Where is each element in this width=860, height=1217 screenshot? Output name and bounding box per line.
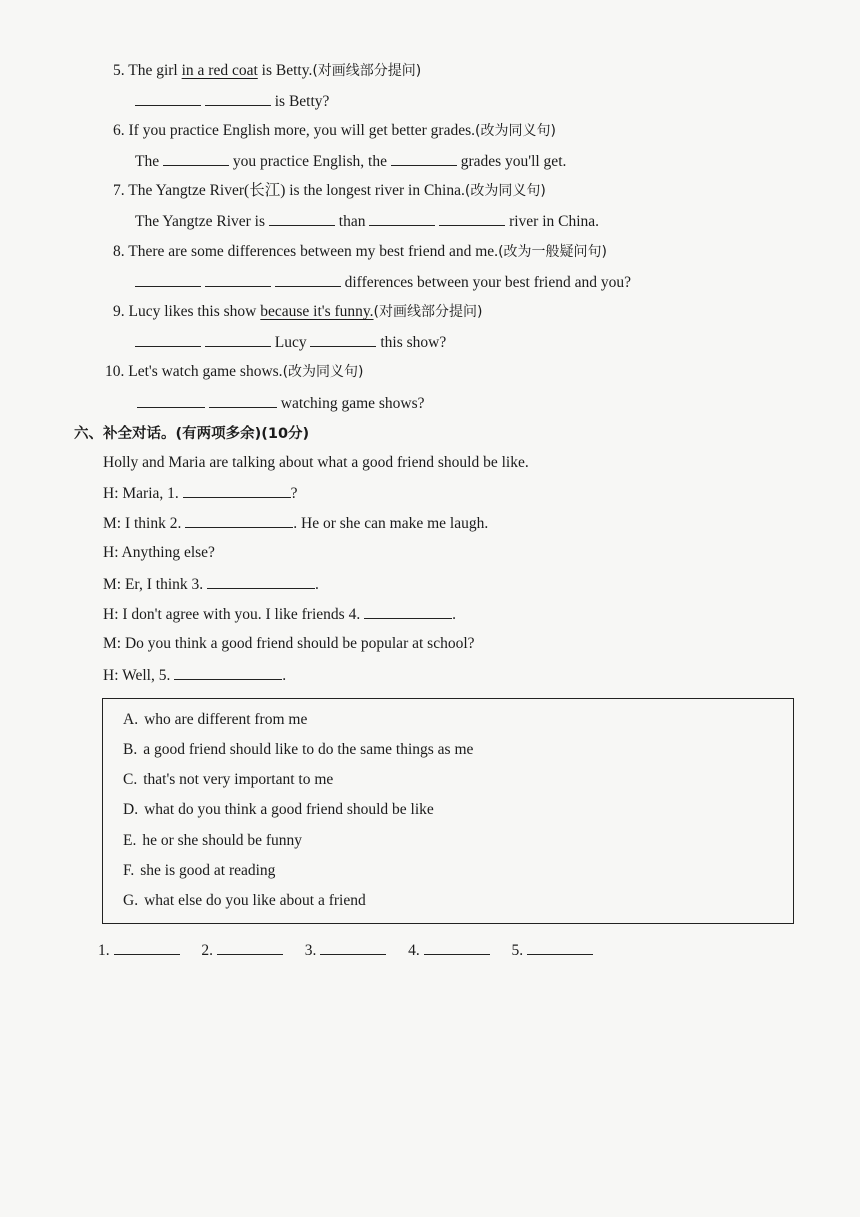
answer-blank[interactable] xyxy=(275,272,341,287)
option-a: A. who are different from me xyxy=(123,711,308,728)
option-d: D. what do you think a good friend should be like xyxy=(123,801,434,818)
answer-blank[interactable] xyxy=(209,393,277,408)
question-8: 8. There are some differences between my best friend and me.(改为一般疑问句) xyxy=(113,243,607,260)
answer-blank[interactable] xyxy=(137,393,205,408)
answer-blank[interactable] xyxy=(135,272,201,287)
instruction: (对画线部分提问) xyxy=(312,63,422,79)
answer-line-5: is Betty? xyxy=(135,91,329,112)
underlined-phrase: in a red coat xyxy=(181,62,258,79)
answer-blank[interactable] xyxy=(391,151,457,166)
dialogue-line-1: H: Maria, 1. ? xyxy=(103,485,298,502)
dialogue-line-7: H: Well, 5. . xyxy=(103,667,287,684)
dialogue-blank-1[interactable] xyxy=(183,483,291,498)
instruction: (改为同义句) xyxy=(282,364,364,380)
answer-line-9: Lucy this show? xyxy=(135,332,446,353)
answer-line-10: watching game shows? xyxy=(137,393,425,414)
question-5: 5. The girl in a red coat is Betty.(对画线部分提问) xyxy=(113,62,422,79)
answer-blank[interactable] xyxy=(205,272,271,287)
dialogue-line-2: M: I think 2. . He or she can make me laugh. xyxy=(103,515,489,532)
instruction: (改为同义句) xyxy=(464,183,546,199)
answer-blank-4[interactable] xyxy=(424,940,490,955)
answer-blank[interactable] xyxy=(135,332,201,347)
answer-blank[interactable] xyxy=(310,332,376,347)
option-b: B. a good friend should like to do the same things as me xyxy=(123,741,474,758)
option-g: G. what else do you like about a friend xyxy=(123,892,366,909)
answer-blank[interactable] xyxy=(135,91,201,106)
dialogue-line-5: H: I don't agree with you. I like friends 4. . xyxy=(103,606,456,623)
question-9: 9. Lucy likes this show because it's funny.(对画线部分提问) xyxy=(113,303,483,320)
dialogue-blank-5[interactable] xyxy=(174,665,282,680)
instruction: (对画线部分提问) xyxy=(373,304,483,320)
answer-blank[interactable] xyxy=(163,151,229,166)
dialogue-intro: Holly and Maria are talking about what a good friend should be like. xyxy=(103,454,529,471)
answer-blank[interactable] xyxy=(269,211,335,226)
option-c: C. that's not very important to me xyxy=(123,771,334,788)
answer-line-7: The Yangtze River is than river in China. xyxy=(135,213,600,230)
answer-blank[interactable] xyxy=(439,211,505,226)
dialogue-line-4: M: Er, I think 3. . xyxy=(103,576,319,593)
answer-line-6: The you practice English, the grades you'll get. xyxy=(135,153,567,170)
dialogue-blank-4[interactable] xyxy=(364,604,452,619)
answer-blank[interactable] xyxy=(369,211,435,226)
underlined-phrase: because it's funny. xyxy=(260,303,374,320)
dialogue-blank-3[interactable] xyxy=(207,574,315,589)
instruction: (改为一般疑问句) xyxy=(498,244,607,260)
answer-row: 1. 2. 3. 4. 5. xyxy=(98,940,593,961)
question-7: 7. The Yangtze River(长江) is the longest river in China.(改为同义句) xyxy=(113,182,546,199)
answer-blank[interactable] xyxy=(205,91,271,106)
dialogue-line-6: M: Do you think a good friend should be popular at school? xyxy=(103,635,475,652)
options-box xyxy=(102,698,794,924)
answer-blank-1[interactable] xyxy=(114,940,180,955)
answer-line-8: differences between your best friend and you? xyxy=(135,272,631,293)
answer-blank-5[interactable] xyxy=(527,940,593,955)
option-f: F. she is good at reading xyxy=(123,862,276,879)
dialogue-line-3: H: Anything else? xyxy=(103,544,215,561)
option-e: E. he or she should be funny xyxy=(123,832,303,849)
section-title: 六、补全对话。(有两项多余)(10分) xyxy=(74,426,310,442)
dialogue-blank-2[interactable] xyxy=(185,513,293,528)
question-6: 6. If you practice English more, you will get better grades.(改为同义句) xyxy=(113,122,556,139)
answer-blank-3[interactable] xyxy=(320,940,386,955)
answer-blank[interactable] xyxy=(205,332,271,347)
answer-blank-2[interactable] xyxy=(217,940,283,955)
instruction: (改为同义句) xyxy=(475,123,556,139)
question-10: 10. Let's watch game shows.(改为同义句) xyxy=(105,363,364,380)
